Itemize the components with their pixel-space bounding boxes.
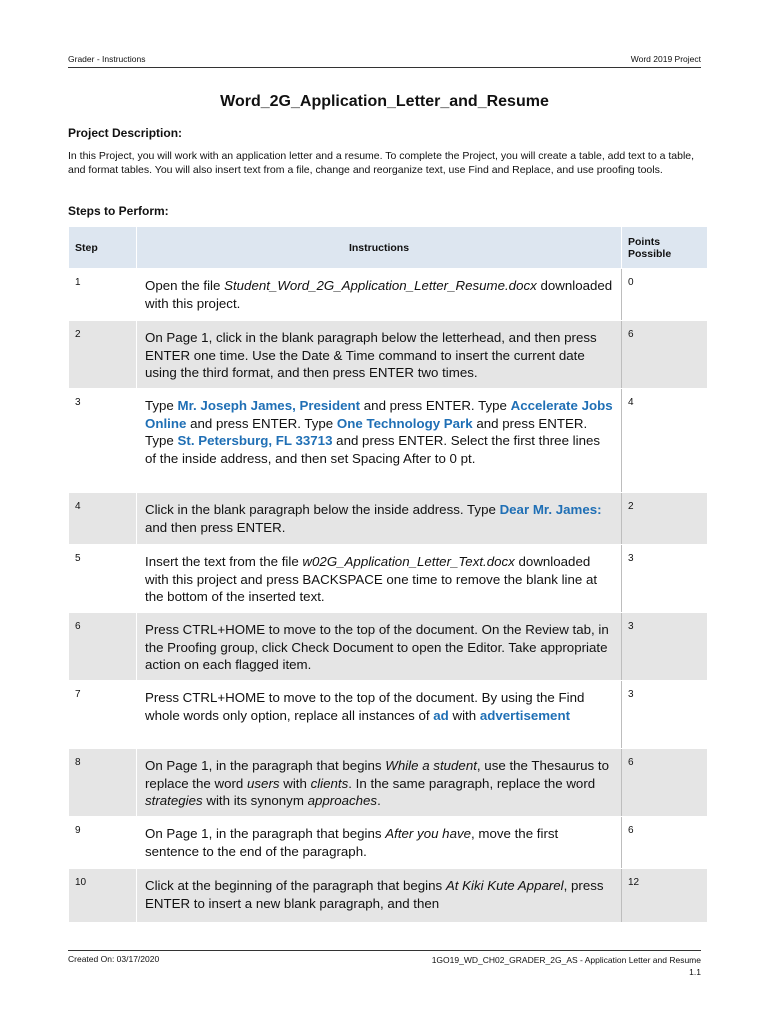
italic-text: approaches [307,793,378,808]
instruction-text: Press CTRL+HOME to move to the top of the document. By using the Find whole words only option, replace all instances of [145,690,585,723]
header-right: Word 2019 Project [630,54,701,64]
step-points: 12 [622,869,708,923]
typed-text: One Technology Park [336,415,473,431]
footer-created-on: Created On: 03/17/2020 [68,954,160,964]
step-number: 5 [69,545,137,613]
step-number: 9 [69,817,137,869]
instruction-text: Open the file [145,278,225,293]
instruction-text: and then press ENTER. [145,519,286,535]
step-instruction [137,545,622,613]
step-number: 6 [69,613,137,681]
footer-file-name: 1GO19_WD_CH02_GRADER_2G_AS - Application Letter and Resume [431,955,701,965]
typed-text: ad [433,707,449,723]
instruction-text: with [448,707,480,723]
step-points: 2 [622,493,708,545]
table-row [69,545,708,613]
project-description-heading: Project Description: [68,126,183,140]
step-column-header: Step [69,227,137,269]
instruction-text: . In the same paragraph, replace the word [348,775,596,791]
typed-text: Accelerate Jobs Online [145,398,613,431]
footer-rule [68,950,701,951]
instruction-text: . [377,793,381,808]
instruction-text: , use the Thesaurus to replace the word [145,758,609,791]
steps-table-body [69,269,708,923]
document-title: Word_2G_Application_Letter_and_Resume [220,93,549,110]
step-points: 3 [622,545,708,613]
typed-text: advertisement [479,707,571,723]
step-points: 6 [622,321,708,389]
instruction-text: Click in the blank paragraph below the inside address. Type [145,502,500,517]
table-row [69,749,708,817]
instruction-text: with [279,775,311,791]
step-number: 1 [69,269,137,321]
step-number: 7 [69,681,137,749]
italic-text: After you have [385,826,472,841]
step-points: 3 [622,613,708,681]
instruction-text: Type [145,398,178,413]
instruction-text: , move the first sentence to the end of the paragraph. [145,826,559,859]
steps-table [68,226,708,923]
step-number: 8 [69,749,137,817]
table-row [69,817,708,869]
italic-text: w02G_Application_Letter_Text.docx [302,554,515,569]
step-instruction [137,869,622,923]
italic-text: strategies [145,793,203,808]
instruction-text: downloaded with this project and press BACKSPACE one time to remove the blank line at the bottom of the inserted text. [145,554,598,604]
instruction-text: On Page 1, in the paragraph that begins [145,826,386,841]
step-points: 6 [622,817,708,869]
table-row [69,321,708,389]
instruction-text: and press ENTER. Select the first three lines of the inside address, and then set Spacing After to 0 pt. [145,433,601,466]
footer-right [432,954,701,978]
typed-text: Mr. Joseph James, President [177,398,361,413]
typed-text: St. Petersburg, FL 33713 [177,433,333,448]
step-instruction [137,613,622,681]
instruction-text: and press ENTER. Type [360,398,511,413]
instruction-text: and press ENTER. Type [186,415,337,431]
instructions-column-header: Instructions [137,227,622,269]
table-row [69,389,708,493]
table-row [69,681,708,749]
header-rule [68,67,701,68]
header-left: Grader - Instructions [68,54,146,64]
step-number: 2 [69,321,137,389]
points-column-header: Points Possible [622,227,708,269]
table-header-row [69,227,708,269]
step-points: 0 [622,269,708,321]
italic-text: Student_Word_2G_Application_Letter_Resume.docx [224,278,537,293]
instruction-text: Insert the text from the file [145,554,303,569]
table-row [69,869,708,923]
instruction-text: Press CTRL+HOME to move to the top of the document. On the Review tab, in the Proofing group, click Check Document to open the Editor. Take appropriate action on each flagged item. [145,622,609,672]
step-instruction [137,389,622,493]
page-header [68,54,701,68]
step-instruction [137,681,622,749]
italic-text: users [247,775,280,791]
italic-text: clients [310,775,349,791]
instruction-text: On Page 1, click in the blank paragraph below the letterhead, and then press ENTER one time. Use the Date & Time command to insert the current date using the third format, and then press ENTER two times. [145,330,597,380]
step-instruction [137,269,622,321]
step-points: 4 [622,389,708,493]
instruction-text: and press ENTER. Type [145,415,588,448]
step-points: 6 [622,749,708,817]
step-instruction [137,817,622,869]
step-points: 3 [622,681,708,749]
instruction-text: with its synonym [202,793,308,808]
typed-text: Dear Mr. James: [499,502,602,517]
instruction-text: , press ENTER to insert a new blank paragraph, and then [145,878,604,911]
italic-text: While a student [385,758,477,773]
table-row [69,269,708,321]
italic-text: At Kiki Kute Apparel [445,878,564,893]
steps-heading: Steps to Perform: [68,204,169,218]
table-row [69,493,708,545]
step-instruction [137,493,622,545]
table-row [69,613,708,681]
project-description-text: In this Project, you will work with an application letter and a resume. To complete the Project, you will create a table, add text to a table, and format tables. You will also insert text from a file, change and reorganize text, use Find and Replace, and use proofing tools. [68,150,695,176]
step-number: 10 [69,869,137,923]
step-instruction [137,321,622,389]
instruction-text: downloaded with this project. [145,278,613,311]
step-number: 3 [69,389,137,493]
instruction-text: Click at the beginning of the paragraph that begins [145,878,446,893]
step-instruction [137,749,622,817]
footer-version: 1.1 [689,967,701,977]
instruction-text: On Page 1, in the paragraph that begins [145,758,386,773]
step-number: 4 [69,493,137,545]
